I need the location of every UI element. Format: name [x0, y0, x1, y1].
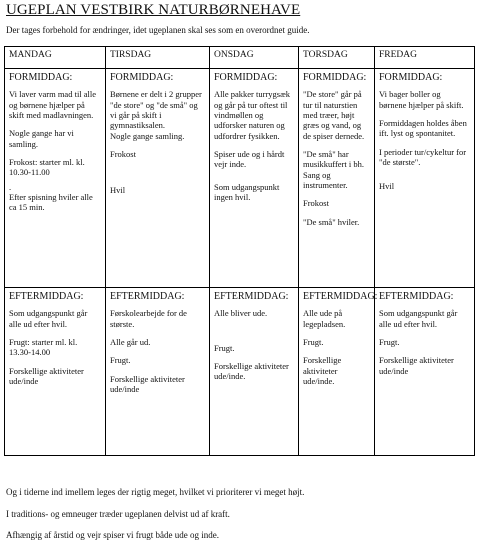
- cell-text: "De store" går på tur til naturstien med træer, højt græs og vand, og de spiser dernede.: [303, 89, 365, 141]
- note-text: Afhængig af årstid og vejr spiser vi frugt både ude og inde.: [6, 530, 219, 540]
- afternoon-row: [5, 288, 475, 456]
- morning-cell-friday: [375, 69, 475, 288]
- cell-text: Som udgangspunkt går alle ud efter hvil.: [9, 308, 88, 329]
- cell-text: Vi bager boller og børnene hjælper på skift.: [379, 89, 464, 110]
- cell-text: Forskellige aktiviteter ude/inde: [379, 355, 454, 376]
- morning-label: FORMIDDAG:: [214, 72, 278, 83]
- cell-text: Hvil: [379, 181, 395, 192]
- cell-text: Frugt: starter ml. kl. 13.30-14.00: [9, 336, 78, 358]
- day-header-wednesday: ONSDAG: [210, 47, 299, 69]
- cell-text: Førskolearbejde for de største.: [110, 308, 187, 329]
- cell-text: Spiser ude og i hårdt vejr inde.: [214, 148, 285, 170]
- afternoon-cell-wednesday: [210, 288, 299, 456]
- cell-text: "De små" hviler.: [303, 216, 360, 227]
- morning-label: FORMIDDAG:: [379, 72, 443, 83]
- cell-text: Alle ude på legepladsen.: [303, 308, 346, 329]
- afternoon-cell-tuesday: [106, 288, 210, 456]
- day-header-tuesday: TIRSDAG: [106, 47, 210, 69]
- cell-text: Frokost: starter ml. kl. 10.30-11.00: [9, 156, 85, 178]
- afternoon-label: EFTERMIDDAG:: [110, 291, 185, 302]
- cell-text: Som udgangspunkt går alle ud efter hvil.: [379, 308, 458, 329]
- cell-text: Frokost: [303, 198, 329, 209]
- afternoon-cell-thursday: [299, 288, 378, 456]
- cell-text: I perioder tur/cykeltur for "de største".: [379, 146, 467, 167]
- cell-text: Som udgangspunkt ingen hvil.: [214, 181, 280, 203]
- cell-text: Frugt.: [379, 336, 400, 347]
- cell-text: Alle pakker turrygsæk og går på tur oftest til vindmøllen og udforsker naturen og udfordrer fysikken.: [214, 89, 291, 141]
- page-title: UGEPLAN VESTBIRK NATURBØRNEHAVE: [6, 2, 301, 18]
- week-plan-table: [4, 46, 475, 456]
- morning-cell-wednesday: [210, 69, 299, 288]
- cell-text: Formiddagen holdes åben ift. lyst og spontanitet.: [379, 117, 467, 139]
- morning-cell-monday: [5, 69, 106, 288]
- morning-cell-tuesday: [106, 69, 210, 288]
- cell-text: Børnene er delt i 2 grupper "de store" og "de små" og vi går på skift i gymnastiksalen.: [110, 89, 202, 131]
- afternoon-label: EFTERMIDDAG:: [379, 291, 454, 302]
- morning-label: FORMIDDAG:: [110, 72, 174, 83]
- cell-text: Alle går ud.: [110, 336, 151, 347]
- cell-text: Forskellige aktiviteter ude/inde: [110, 373, 185, 394]
- afternoon-label: EFTERMIDDAG:: [9, 291, 84, 302]
- afternoon-label: EFTERMIDDAG:: [214, 291, 289, 302]
- cell-text: Vi laver varm mad til alle og børnene hjælper på skift med madlavningen.: [9, 89, 97, 120]
- cell-text: Nogle gange har vi samling.: [9, 128, 74, 149]
- cell-text: Frugt.: [214, 342, 235, 353]
- morning-label: FORMIDDAG:: [303, 72, 367, 83]
- morning-label: FORMIDDAG:: [9, 72, 73, 83]
- cell-text: Hvil: [110, 185, 126, 196]
- afternoon-label: EFTERMIDDAG:: [303, 291, 378, 302]
- cell-text: Alle bliver ude.: [214, 308, 268, 319]
- morning-cell-thursday: [299, 69, 375, 288]
- morning-row: [5, 69, 475, 288]
- note-text: Og i tiderne ind imellem leges der rigtig meget, hvilket vi prioriterer vi meget højt.: [6, 487, 305, 497]
- day-header-row: [5, 47, 475, 69]
- note-text: I traditions- og emneuger træder ugeplanen delvist ud af kraft.: [6, 509, 230, 519]
- afternoon-cell-friday: [375, 288, 475, 456]
- cell-text: "De små" har musikkuffert i bh. Sang og instrumenter.: [303, 148, 364, 191]
- cell-text: Nogle gange samling.: [110, 130, 185, 141]
- cell-text: Forskellige aktiviteter ude/inde: [9, 365, 84, 386]
- cell-text: Frugt.: [303, 336, 324, 347]
- cell-text: Frugt.: [110, 355, 131, 366]
- afternoon-cell-monday: [5, 288, 106, 456]
- day-header-monday: MANDAG: [5, 47, 106, 69]
- cell-text: Frokost: [110, 148, 136, 159]
- cell-text: Efter spisning hviler alle ca 15 min.: [9, 192, 93, 213]
- disclaimer-text: Der tages forbehold for ændringer, idet ugeplanen skal ses som en overordnet guide.: [6, 25, 310, 35]
- cell-text: .: [9, 181, 12, 192]
- day-header-thursday: TORSDAG: [299, 47, 375, 69]
- day-header-friday: FREDAG: [375, 47, 475, 69]
- cell-text: Forskellige aktiviteter ude/inde.: [303, 355, 342, 386]
- cell-text: Forskellige aktiviteter ude/inde.: [214, 360, 289, 382]
